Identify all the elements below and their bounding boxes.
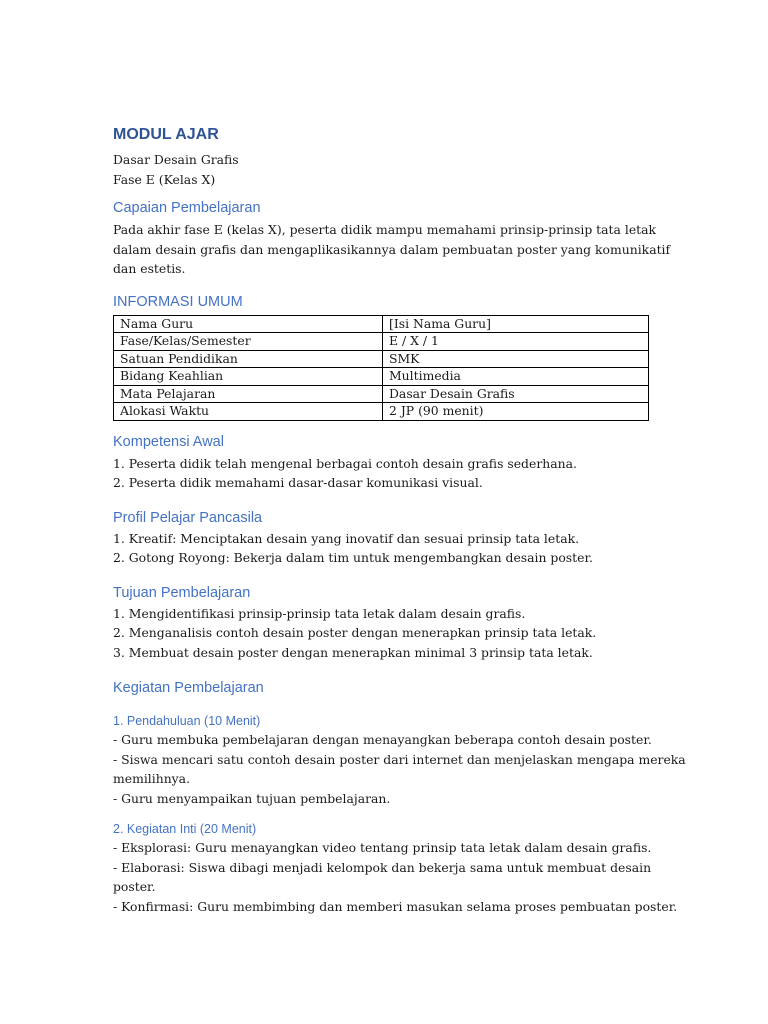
list-item: - Elaborasi: Siswa dibagi menjadi kelompok dan bekerja sama untuk membuat desain [113, 859, 652, 875]
table-cell-value: 2 JP (90 menit) [383, 403, 649, 421]
table-cell-label: Bidang Keahlian [114, 368, 383, 386]
table-cell-label: Nama Guru [114, 315, 383, 333]
list-item: 2. Peserta didik memahami dasar-dasar komunikasi visual. [113, 475, 483, 490]
list-item: 2. Gotong Royong: Bekerja dalam tim untuk mengembangkan desain poster. [113, 550, 593, 565]
capaian-heading: Capaian Pembelajaran [113, 200, 261, 216]
list-item: memilihnya. [113, 771, 191, 786]
profil-heading: Profil Pelajar Pancasila [113, 509, 263, 526]
capaian-line: dalam desain grafis dan mengaplikasikannya dalam pembuatan poster yang komunikatif [113, 241, 671, 257]
table-cell-value: Dasar Desain Grafis [383, 385, 649, 403]
doc-title: MODUL AJAR [113, 126, 219, 143]
capaian-line: Pada akhir fase E (kelas X), peserta didik mampu memahami prinsip-prinsip tata letak [113, 222, 657, 237]
kegiatan-heading: Kegiatan Pembelajaran [113, 680, 264, 696]
list-item: 2. Menganalisis contoh desain poster dengan menerapkan prinsip tata letak. [113, 625, 597, 640]
list-item: - Konfirmasi: Guru membimbing dan memberi masukan selama proses pembuatan poster. [113, 898, 678, 914]
table-cell-value: Multimedia [383, 368, 649, 386]
list-item: - Siswa mencari satu contoh desain poster dari internet dan menjelaskan mengapa mereka [113, 751, 686, 767]
list-item: 1. Kreatif: Menciptakan desain yang inovatif dan sesuai prinsip tata letak. [113, 530, 580, 546]
table-row [114, 333, 649, 351]
list-item: - Guru membuka pembelajaran dengan menayangkan beberapa contoh desain poster. [113, 732, 652, 747]
table-row [114, 403, 649, 421]
pendahuluan-list [113, 730, 686, 808]
list-item: 3. Membuat desain poster dengan menerapkan minimal 3 prinsip tata letak. [113, 644, 593, 660]
table-cell-value: [Isi Nama Guru] [383, 315, 649, 333]
document-page [113, 124, 686, 916]
tujuan-heading: Tujuan Pembelajaran [113, 584, 251, 601]
table-row [114, 385, 649, 403]
list-item: - Eksplorasi: Guru menayangkan video tentang prinsip tata letak dalam desain grafis. [113, 840, 652, 855]
table-cell-label: Mata Pelajaran [114, 385, 383, 403]
inti-heading: 2. Kegiatan Inti (20 Menit) [113, 822, 257, 836]
inti-list [113, 838, 678, 916]
doc-subject: Dasar Desain Grafis [113, 152, 239, 167]
list-item: poster. [113, 879, 156, 894]
table-cell-label: Satuan Pendidikan [114, 350, 383, 368]
tujuan-list [113, 604, 653, 663]
pendahuluan-heading: 1. Pendahuluan (10 Menit) [113, 714, 261, 728]
profil-list [113, 529, 653, 568]
capaian-paragraph [113, 220, 671, 279]
table-cell-label: Fase/Kelas/Semester [114, 333, 383, 351]
table-cell-label: Alokasi Waktu [114, 403, 383, 421]
list-item: 1. Mengidentifikasi prinsip-prinsip tata letak dalam desain grafis. [113, 605, 526, 621]
kompetensi-list [113, 454, 653, 493]
table-row [114, 350, 649, 368]
kompetensi-heading: Kompetensi Awal [113, 433, 224, 450]
table-cell-value: SMK [383, 350, 649, 368]
list-item: - Guru menyampaikan tujuan pembelajaran. [113, 790, 391, 806]
informasi-table [113, 315, 649, 421]
table-cell-value: E / X / 1 [383, 333, 649, 351]
doc-phase: Fase E (Kelas X) [113, 171, 216, 187]
list-item: 1. Peserta didik telah mengenal berbagai contoh desain grafis sederhana. [113, 455, 577, 471]
capaian-line: dan estetis. [113, 261, 186, 276]
informasi-heading: INFORMASI UMUM [113, 293, 243, 310]
table-row [114, 315, 649, 333]
table-row [114, 368, 649, 386]
